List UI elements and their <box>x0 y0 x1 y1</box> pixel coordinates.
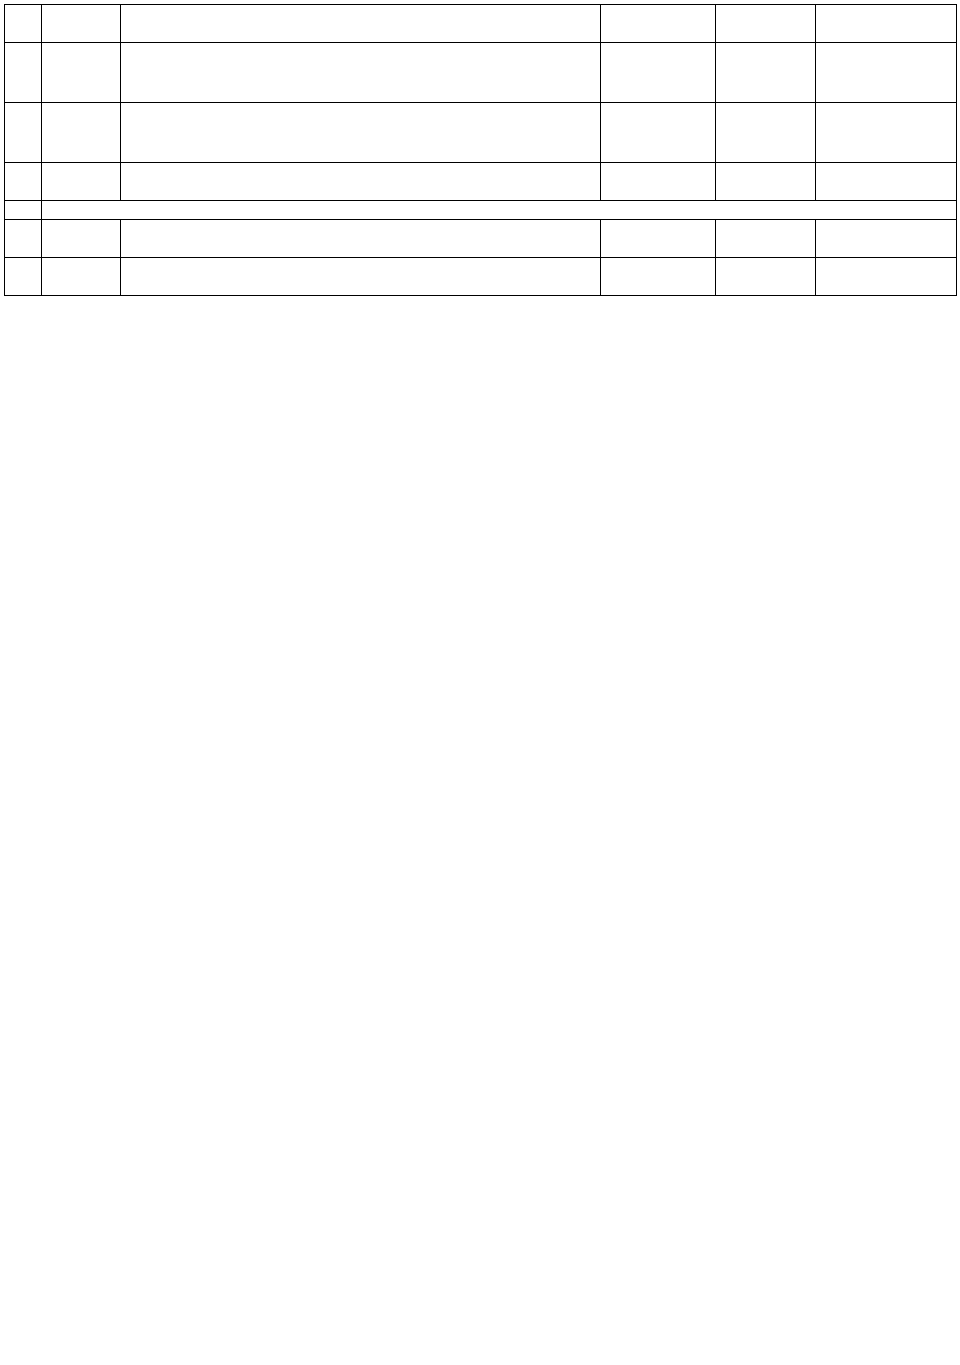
header-gross <box>816 220 957 258</box>
row-service <box>121 103 601 163</box>
row-kod <box>42 103 121 163</box>
column-header-row <box>5 163 957 201</box>
header-gross <box>816 163 957 201</box>
header-service <box>121 258 601 296</box>
header-vat <box>716 5 816 43</box>
header-lp <box>5 163 42 201</box>
empty-cell <box>5 103 42 163</box>
price-list-sheet <box>4 4 956 296</box>
column-header-row <box>5 5 957 43</box>
header-net <box>601 258 716 296</box>
row-gross <box>816 103 957 163</box>
header-service <box>121 5 601 43</box>
section-title <box>121 43 601 103</box>
header-gross <box>816 258 957 296</box>
column-header-row <box>5 258 957 296</box>
header-vat <box>716 220 816 258</box>
header-net <box>601 163 716 201</box>
header-gross <box>816 5 957 43</box>
row-net <box>601 103 716 163</box>
section-6-sub-row <box>5 103 957 163</box>
header-kod <box>42 163 121 201</box>
header-lp <box>5 220 42 258</box>
price-list-body <box>5 5 957 258</box>
header-net <box>601 5 716 43</box>
section-lp <box>5 201 42 220</box>
section-gross <box>816 43 957 103</box>
section-vat <box>716 43 816 103</box>
header-service <box>121 163 601 201</box>
header-kod <box>42 220 121 258</box>
header-vat <box>716 258 816 296</box>
header-kod <box>42 5 121 43</box>
header-lp <box>5 258 42 296</box>
header-kod <box>42 258 121 296</box>
header-service <box>121 220 601 258</box>
price-list-table <box>4 4 957 296</box>
header-lp <box>5 5 42 43</box>
header-net <box>601 220 716 258</box>
row-vat <box>716 103 816 163</box>
section-6-row <box>5 43 957 103</box>
header-vat <box>716 163 816 201</box>
section-net <box>601 43 716 103</box>
section-kod <box>42 43 121 103</box>
section-lp <box>5 43 42 103</box>
removed-item-label <box>42 201 957 220</box>
section-7-row <box>5 201 957 220</box>
column-header-row <box>5 220 957 258</box>
